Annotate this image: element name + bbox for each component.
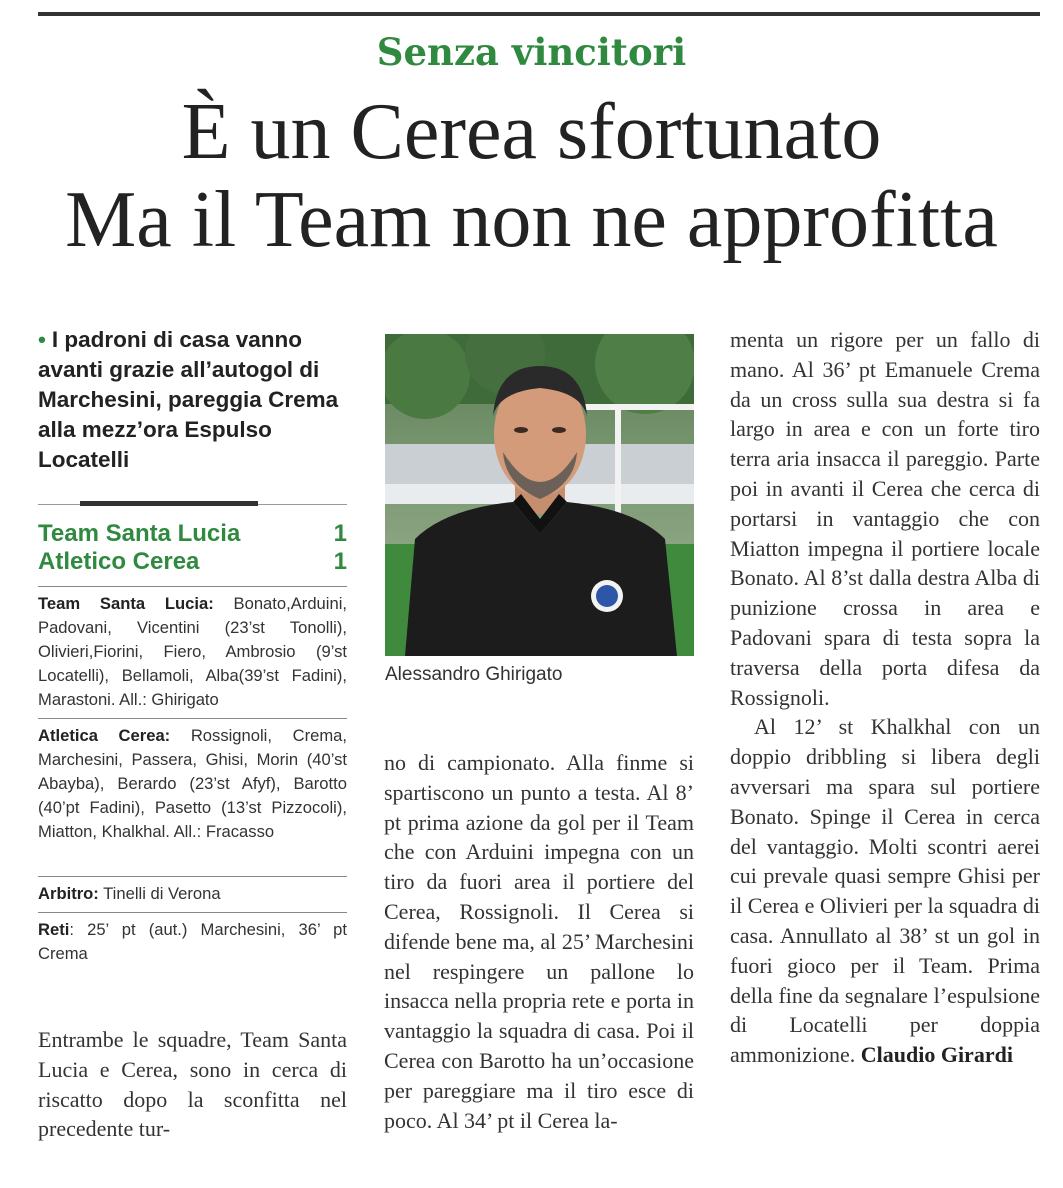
kicker: Senza vincitori xyxy=(376,30,687,74)
goals-label: Reti xyxy=(38,920,70,939)
lineup-away xyxy=(38,724,347,844)
lineup-home-players: Bonato,Arduini, Padovani, Vicentini (23’st Tonolli), Olivieri,Fiorini, Fiero, Ambrosio (9’st Locatelli), Bellamoli, Alba(39’st Fadini), Marastoni. All.: Ghirigato xyxy=(38,594,347,709)
lineup-home xyxy=(38,592,347,712)
home-team-goals: 1 xyxy=(333,520,347,547)
summary-bullet: • xyxy=(38,327,46,352)
headline-line-2: Ma il Team non ne approfitta xyxy=(65,176,998,264)
author-byline: Claudio Girardi xyxy=(860,1042,1013,1068)
away-team-goals: 1 xyxy=(333,548,347,575)
player-photo xyxy=(385,334,694,656)
lineup-divider xyxy=(38,718,347,719)
goals-line xyxy=(38,918,347,966)
article-column-1: Entrambe le squadre, Team Santa Lucia e Cerea, sono in cerca di riscatto dopo la sconfitta nel precedente tur- xyxy=(38,1027,347,1142)
score-divider-accent xyxy=(80,501,258,506)
goals-text: : 25’ pt (aut.) Marchesini, 36’ pt Crema xyxy=(38,920,347,963)
home-team-name: Team Santa Lucia xyxy=(38,520,241,547)
lineup-divider xyxy=(38,876,347,877)
lineup-divider xyxy=(38,586,347,587)
referee-label: Arbitro: xyxy=(38,884,99,903)
lineup-away-label: Atletica Cerea: xyxy=(38,726,171,745)
top-rule xyxy=(38,12,1040,16)
headline-line-1: È un Cerea sfortunato xyxy=(181,88,882,176)
lineup-divider xyxy=(38,912,347,913)
article-paragraph-text: Al 12’ st Khalkhal con un doppio dribbling si libera degli avversari ma spara sul portiere Bonato. Spinge il Cerea in cerca del vantaggio. Molti scontri aerei cui prevale quasi sempre Ghisi per il Cerea e Olivieri per la squadra di casa. Annullato al 38’ st un gol in fuori gioco per il Team. Prima della fine da segnalare l’espulsione di Locatelli per doppia ammonizione. xyxy=(730,714,1040,1068)
article-paragraph xyxy=(730,712,1040,1070)
lineup-away-players: Rossignoli, Crema, Marchesini, Passera, Ghisi, Morin (40’st Abayba), Berardo (23’st Afyf), Barotto (40’pt Fadini), Pasetto (13’st Pizzocoli), Miatton, Khalkhal. All.: Fracasso xyxy=(38,726,347,841)
away-team-name: Atletico Cerea xyxy=(38,548,200,575)
referee-line xyxy=(38,882,347,906)
score-row-away xyxy=(38,548,347,576)
article-column-2: no di campionato. Alla finme si spartiscono un punto a testa. Al 8’ pt prima azione da gol per il Team che con Arduini impegna con un tiro da fuori area il portiere del Cerea, Rossignoli. Il Cerea si difende bene ma, al 25’ Marchesini nel respingere un pallone lo insacca nella propria rete e porta in vantaggio la squadra di casa. Poi il Cerea con Barotto ha un’occasione per pareggiare ma il tiro esce di poco. Al 34’ pt il Cerea la- xyxy=(384,750,694,1133)
lineup-home-label: Team Santa Lucia: xyxy=(38,594,214,613)
article-column-3 xyxy=(730,325,1040,1070)
article-paragraph: menta un rigore per un fallo di mano. Al 36’ pt Emanuele Crema da un cross sulla sua destra si fa largo in area e con un forte tiro terra aria insacca il pareggio. Parte poi in avanti il Cerea che cerca di portarsi in vantaggio che con Miatton impegna il portiere locale Bonato. Al 8’st dalla destra Alba di punizione crossa in area e Padovani spara di testa sopra la traversa della porta difesa da Rossignoli. xyxy=(730,327,1040,710)
photo-caption: Alessandro Ghirigato xyxy=(385,664,563,685)
summary-text: I padroni di casa vanno avanti grazie all’autogol di Marchesini, pareggia Crema alla mezz’ora Espulso Locatelli xyxy=(38,327,339,472)
score-row-home xyxy=(38,520,347,548)
summary xyxy=(38,325,343,475)
referee-name: Tinelli di Verona xyxy=(103,884,221,903)
